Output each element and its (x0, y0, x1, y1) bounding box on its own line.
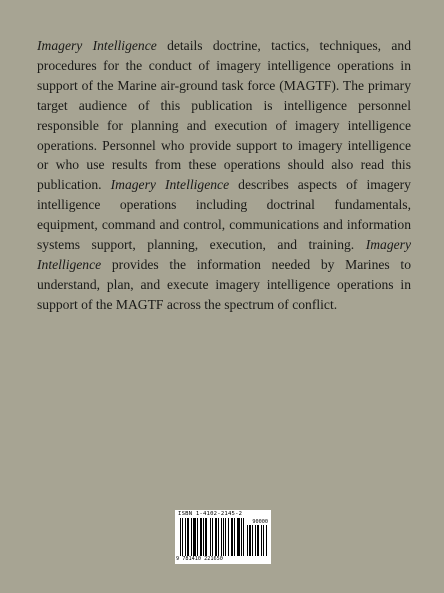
barcode-bar (185, 518, 186, 556)
barcode-bar (187, 518, 189, 556)
barcode-bar (200, 518, 202, 556)
blurb-text-part-3: provides the information needed by Marines to understand, plan, and execute imagery intelligence operations in support of the MAGTF across the spectrum of conflict. (37, 256, 411, 312)
book-title-italic: Imagery Intelligence (110, 177, 230, 193)
price-code: 90000 (252, 519, 268, 525)
barcode-bar (228, 518, 229, 556)
back-cover-blurb (37, 36, 411, 315)
barcode-bar (257, 525, 259, 556)
barcode-bar (212, 518, 213, 556)
barcode-bar (261, 525, 262, 556)
ean-bars (180, 518, 244, 556)
blurb-text-part-1: details doctrine, tactics, techniques, and procedures for the conduct of imagery intelligence operations in support of the Marine air-ground task force (MAGTF). The primary target audience of this publication is intelligence personnel responsible for planning and execution of imagery intelligence operations. Personnel who provide support to imagery intelligence or who use results from these operations should also read this publication. (37, 38, 411, 193)
book-title-italic: Imagery Intelligence (37, 38, 157, 53)
book-title-italic: Imagery Intelligence (37, 237, 411, 272)
barcode-bar (263, 525, 264, 556)
barcode-bar (221, 518, 222, 556)
barcode-bar (241, 518, 242, 556)
barcode-bar (249, 525, 251, 556)
barcode-bar (203, 518, 204, 556)
barcode-bar (252, 525, 253, 556)
isbn-label: ISBN 1-4102-2145-2 (178, 511, 243, 517)
barcode-bar (205, 518, 207, 556)
barcode-bar (237, 518, 240, 556)
barcode-bar (180, 518, 181, 556)
barcode-bar (197, 518, 198, 556)
barcode-bar (243, 518, 244, 556)
addon-bars (247, 525, 268, 556)
barcode-bar (210, 518, 211, 556)
barcode-bar (182, 518, 183, 556)
isbn-barcode (175, 510, 271, 564)
barcode-bar (231, 518, 233, 556)
barcode-bar (234, 518, 235, 556)
ean-digits: 9 781410 221650 (176, 556, 223, 562)
barcode-bar (215, 518, 217, 556)
barcode-bar (255, 525, 256, 556)
barcode-bar (247, 525, 248, 556)
barcode-bar (193, 518, 196, 556)
barcode-bar (191, 518, 192, 556)
blurb-text-part-2: describes aspects of imagery intelligence operations including doctrinal fundamentals, equipment, command and control, communications and information systems support, planning, execution, and training. (37, 177, 411, 253)
barcode-bar (225, 518, 226, 556)
barcode-bar (223, 518, 224, 556)
barcode-bar (266, 525, 267, 556)
barcode-bar (218, 518, 219, 556)
